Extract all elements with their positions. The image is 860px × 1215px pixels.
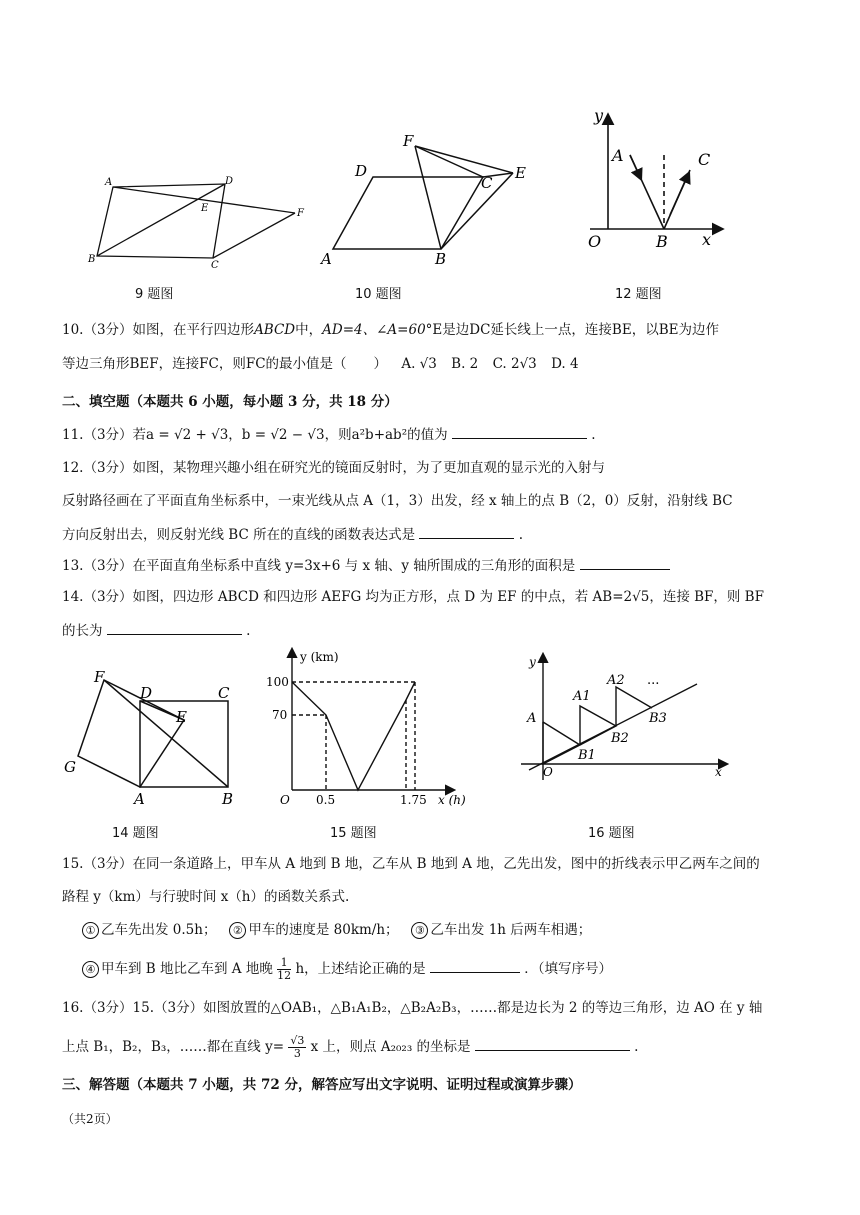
question-15-line1: 15.（3分）在同一条道路上，甲车从 A 地到 B 地，乙车从 B 地到 A 地，乙先出发，图中的折线表示甲乙两车之间的 [62, 856, 760, 872]
question-14-line1: 14.（3分）如图，四边形 ABCD 和四边形 AEFG 均为正方形，点 D 为 EF 的中点，若 AB=2√5，连接 BF，则 BF [62, 589, 764, 605]
fig10-caption: 10 题图 [355, 287, 402, 302]
section-2-title: 二、填空题（本题共 6 小题，每小题 3 分，共 18 分） [62, 394, 398, 410]
question-15-statement-4: ④ 甲车到 B 地比乙车到 A 地晚 $\frac{1}{12}$ h，上述结论正确的是 ．（填写序号） [82, 957, 820, 982]
fig14-label-c: C [218, 684, 230, 702]
fraction-sqrt3-3: $\frac{√3}{3}$ [290, 1034, 305, 1060]
question-10-line2: 等边三角形BEF，连接FC，则FC的最小值是（ ） A. √3 B. 2 C. 2√3 D. 4 [62, 356, 579, 372]
statement-4-mark: ④ [82, 961, 99, 978]
fig16-label-b3: B3 [649, 711, 667, 726]
fig9-caption: 9 题图 [135, 287, 174, 302]
fig15-x-axis-label: x (h) [438, 793, 466, 807]
question-13: 13.（3分）在平面直角坐标系中直线 y=3x+6 与 x 轴、y 轴所围成的三角形的面积是 [62, 555, 820, 576]
fig10-label-f: F [403, 132, 414, 150]
fig14-label-g: G [64, 758, 76, 776]
fig12-label-c: C [698, 150, 711, 169]
q10-option-b: B. 2 [451, 356, 479, 372]
fig10-label-b: B [435, 250, 447, 268]
section-3-title: 三、解答题（本题共 7 小题，共 72 分，解答应写出文字说明、证明过程或演算步骤） [62, 1077, 582, 1093]
figure-15 [262, 645, 477, 815]
statement-3: 乙车出发 1h 后两车相遇； [430, 922, 592, 938]
fig9-label-c: C [211, 260, 219, 270]
fig16-label-b1: B1 [578, 748, 596, 763]
question-12-line2: 反射路径画在了平面直角坐标系中，一束光线从点 A（1，3）出发，经 x 轴上的点 B（2，0）反射，沿射线 BC [62, 493, 733, 509]
question-12-line3: 方向反射出去，则反射光线 BC 所在的直线的函数表达式是 . [62, 524, 820, 545]
q15-answer-blank[interactable] [430, 958, 520, 973]
fig15-tick-0-5: 0.5 [316, 793, 336, 807]
fig16-label-y: y [529, 655, 536, 669]
q11-answer-blank[interactable] [452, 424, 587, 439]
q13-answer-blank[interactable] [580, 555, 670, 570]
fig16-label-o: O [543, 765, 553, 779]
figure-9 [85, 170, 315, 270]
fig12-label-y: y [594, 106, 604, 125]
fig12-label-a: A [612, 146, 624, 165]
q14-answer-blank[interactable] [107, 620, 242, 635]
fig9-label-b: B [88, 254, 96, 265]
q16-answer-blank[interactable] [475, 1036, 630, 1051]
question-12-line1: 12.（3分）如图，某物理兴趣小组在研究光的镜面反射时，为了更加直观的显示光的入射与 [62, 460, 606, 476]
fig15-caption: 15 题图 [330, 826, 377, 841]
statement-3-mark: ③ [411, 922, 428, 939]
fig16-label-b2: B2 [611, 731, 629, 746]
fig16-caption: 16 题图 [588, 826, 635, 841]
fig14-label-d: D [140, 684, 153, 702]
fig10-label-e: E [515, 164, 526, 182]
fig9-label-a: A [105, 177, 113, 188]
question-16-line2: 上点 B₁，B₂，B₃，……都在直线 y= $\frac{√3}{3}$ x 上，则点 A₂₀₂₃ 的坐标是 . [62, 1034, 639, 1060]
question-15-line2: 路程 y（km）与行驶时间 x（h）的函数关系式. [62, 889, 350, 905]
statement-2: 甲车的速度是 80km/h； [248, 922, 399, 938]
fig10-label-a: A [321, 250, 332, 268]
fig10-label-c: C [481, 174, 493, 192]
fig15-origin: O [280, 793, 290, 807]
page-footer: （共2页） [62, 1112, 118, 1126]
question-16-line1: 16.（3分）15.（3分）如图放置的△OAB₁，△B₁A₁B₂，△B₂A₂B₃，……都是边长为 2 的等边三角形，边 AO 在 y 轴 [62, 1000, 763, 1016]
question-10-line1: 10.（3分）如图，在平行四边形ABCD中，AD=4、∠A=60°E是边DC延长线上一点，连接BE，以BE为边作 [62, 322, 719, 338]
fig16-ellipsis: ... [647, 673, 660, 688]
fig14-label-f: F [94, 668, 105, 686]
question-15-statements-1-3 [82, 920, 820, 940]
fig14-label-e: E [176, 708, 187, 726]
question-14-line2: 的长为 . [62, 620, 820, 641]
statement-1-mark: ① [82, 922, 99, 939]
statement-1: 乙车先出发 0.5h； [101, 922, 217, 938]
figure-10 [315, 130, 545, 270]
question-11: 11.（3分）若a = √2 + √3，b = √2 − √3，则a²b+ab²的值为 . [62, 424, 820, 445]
fig12-label-b: B [656, 232, 668, 251]
fig14-label-b: B [222, 790, 234, 808]
statement-2-mark: ② [229, 922, 246, 939]
q10-option-d: D. 4 [551, 356, 579, 372]
fig16-label-a2: A2 [607, 673, 625, 688]
fig12-label-x: x [702, 230, 712, 249]
q10-option-c: C. 2√3 [492, 356, 537, 372]
q10-option-a: A. √3 [401, 356, 437, 372]
fig9-label-f: F [297, 208, 304, 219]
fig16-label-a: A [527, 711, 537, 726]
fig15-tick-1-75: 1.75 [400, 793, 427, 807]
fig12-label-o: O [588, 232, 602, 251]
fig14-caption: 14 题图 [112, 826, 159, 841]
fig12-caption: 12 题图 [615, 287, 662, 302]
figure-14 [60, 668, 250, 813]
figure-12 [580, 105, 730, 255]
fig9-label-e: E [201, 203, 209, 214]
fig15-y-axis-label: y (km) [300, 650, 339, 664]
fig14-label-a: A [134, 790, 145, 808]
fraction-1-12: $\frac{1}{12}$ [277, 956, 292, 982]
fig10-label-d: D [355, 162, 368, 180]
figure-16 [515, 650, 735, 790]
fig16-label-a1: A1 [573, 689, 591, 704]
fig16-label-x: x [715, 765, 722, 779]
q12-answer-blank[interactable] [419, 524, 514, 539]
fig9-label-d: D [225, 176, 234, 187]
fig15-tick-70: 70 [272, 708, 288, 722]
fig15-tick-100: 100 [266, 675, 289, 689]
